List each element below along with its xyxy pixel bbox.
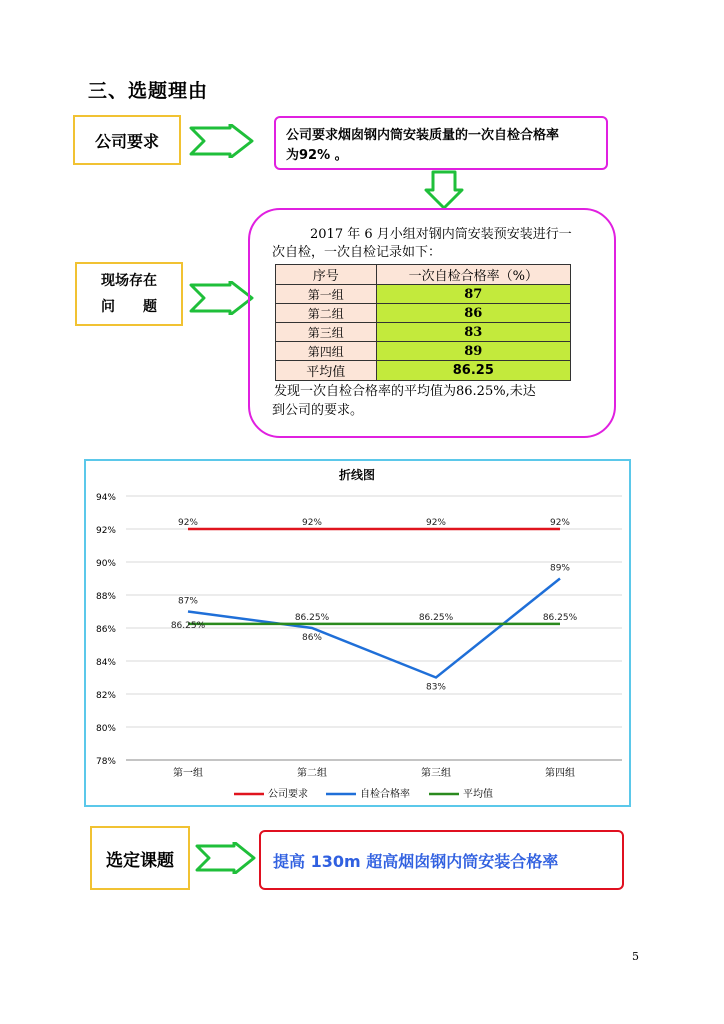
table-row — [276, 285, 571, 304]
table-cell-value: 86.25 — [376, 361, 570, 381]
data-label: 92% — [301, 518, 323, 528]
data-label: 87% — [177, 596, 199, 607]
right-arrow-icon — [188, 281, 254, 315]
company-requirement-label: 公司要求 — [73, 115, 181, 165]
site-problem-label-line1: 现场存在 — [101, 273, 157, 289]
inspection-table — [275, 264, 571, 381]
table-row — [276, 304, 571, 323]
inspection-intro-line1: 2017 年 6 月小组对钢内筒安装预安装进行一 — [310, 227, 572, 242]
right-arrow-icon — [194, 842, 256, 874]
legend-label: 平均值 — [463, 789, 493, 800]
table-cell-value: 89 — [376, 342, 570, 361]
site-problem-label — [75, 262, 183, 326]
table-cell-name: 第二组 — [276, 304, 377, 323]
selected-topic-box — [259, 830, 624, 890]
y-tick-label: 86% — [95, 625, 116, 635]
inspection-intro-line2: 次自检，一次自检记录如下： — [272, 245, 442, 260]
table-row — [276, 342, 571, 361]
table-cell-value: 87 — [376, 285, 570, 304]
selected-topic-label: 选定课题 — [90, 826, 190, 890]
y-tick-label: 80% — [95, 724, 116, 734]
table-cell-name: 平均值 — [276, 361, 377, 381]
line-chart-frame — [84, 459, 631, 807]
page-number: 5 — [632, 950, 639, 963]
table-cell-name: 第四组 — [276, 342, 377, 361]
data-label: 83% — [425, 682, 447, 693]
table-header-cell: 一次自检合格率（%） — [376, 265, 570, 285]
data-label: 92% — [177, 518, 199, 528]
data-label: 86.25% — [418, 612, 454, 623]
company-requirement-text-line1: 公司要求烟囱钢内筒安装质量的一次自检合格率 — [286, 128, 560, 143]
data-label: 92% — [549, 518, 571, 528]
data-label: 86% — [301, 633, 323, 643]
y-tick-label: 78% — [95, 757, 116, 767]
data-label: 89% — [549, 563, 571, 574]
down-arrow-icon — [424, 170, 464, 210]
data-label: 92% — [425, 518, 447, 528]
data-label: 86.25% — [170, 620, 206, 631]
selected-topic-text: 提高 130m 超高烟囱钢内筒安装合格率 — [273, 851, 559, 871]
legend-label: 公司要求 — [268, 789, 308, 800]
data-label: 86.25% — [542, 612, 578, 623]
y-tick-label: 90% — [95, 559, 116, 569]
x-tick-label: 第四组 — [545, 768, 575, 779]
right-arrow-icon — [188, 124, 254, 158]
x-tick-label: 第一组 — [173, 768, 203, 779]
table-cell-value: 86 — [376, 304, 570, 323]
table-row — [276, 323, 571, 342]
site-problem-label-line2: 问 题 — [101, 299, 157, 315]
inspection-intro — [272, 226, 600, 262]
table-row — [276, 361, 571, 381]
data-label: 86.25% — [294, 612, 330, 623]
y-tick-label: 88% — [95, 592, 116, 602]
x-tick-label: 第三组 — [421, 768, 451, 779]
table-header-cell: 序号 — [276, 265, 377, 285]
y-tick-label: 82% — [95, 691, 116, 701]
section-heading: 三、选题理由 — [88, 80, 209, 102]
inspection-summary — [272, 382, 602, 420]
inspection-summary-line2: 到公司的要求。 — [272, 403, 364, 418]
x-tick-label: 第二组 — [297, 768, 327, 779]
table-cell-name: 第三组 — [276, 323, 377, 342]
table-header-row — [276, 265, 571, 285]
company-requirement-box — [274, 116, 608, 170]
y-tick-label: 92% — [95, 526, 116, 536]
y-tick-label: 84% — [95, 658, 116, 668]
table-cell-name: 第一组 — [276, 285, 377, 304]
y-tick-label: 94% — [95, 493, 116, 503]
table-cell-value: 83 — [376, 323, 570, 342]
line-chart — [86, 461, 629, 805]
company-requirement-text-line2: 为92% 。 — [286, 148, 348, 163]
legend-label: 自检合格率 — [360, 789, 410, 800]
chart-title: 折线图 — [338, 468, 376, 482]
inspection-summary-line1: 发现一次自检合格率的平均值为86.25%,未达 — [274, 384, 536, 399]
